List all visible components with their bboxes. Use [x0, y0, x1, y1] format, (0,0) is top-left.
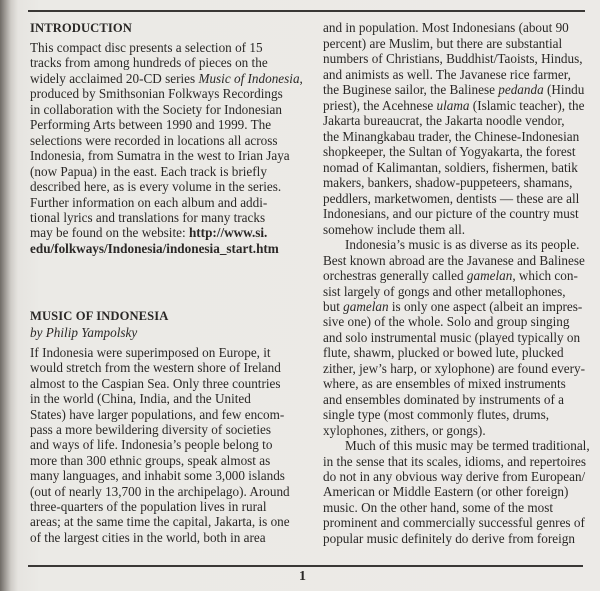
text-line — [323, 423, 486, 439]
text-line — [323, 222, 465, 238]
text-run: orchestras generally called — [323, 268, 467, 283]
text-run: flute, shawm, plucked or bowed lute, plucked — [323, 345, 564, 361]
text-run: Indonesia, from Sumatra in the west to Irian Jaya — [30, 148, 290, 164]
italic-term: ulama — [436, 97, 470, 113]
music-heading: MUSIC OF INDONESIA — [30, 309, 169, 323]
text-run: , which con- — [512, 268, 578, 283]
text-run: the Minangkabau trader, the Chinese-Indonesian — [323, 128, 580, 144]
text-run: popular music definitely do derive from foreign — [323, 530, 575, 546]
bold-url: http://www.si. — [188, 225, 268, 241]
text-run: (Islamic teacher), the — [469, 97, 585, 113]
text-run: and ways of life. Indonesia’s people belong to — [30, 437, 273, 453]
text-run: makers, bankers, shadow-puppeteers, shamans, — [323, 175, 573, 190]
text-line — [30, 453, 270, 469]
text-line — [30, 225, 267, 241]
text-line — [30, 514, 290, 530]
italic-term: gamelan — [343, 299, 389, 314]
text-run: Jakarta bureaucrat, the Jakarta noodle vendor, — [323, 113, 565, 128]
text-line — [323, 36, 562, 52]
text-line — [30, 210, 265, 226]
text-line — [323, 51, 583, 67]
text-line — [323, 67, 571, 83]
text-line — [30, 40, 263, 56]
text-run: If Indonesia were superimposed on Europe, it — [30, 345, 271, 360]
text-run: peddlers, marketwomen, dentists — these are all — [323, 190, 580, 206]
text-line — [323, 345, 564, 361]
text-line — [323, 330, 580, 346]
text-run: American or Middle Eastern (or other foreign) — [323, 484, 569, 500]
text-line — [323, 392, 564, 408]
text-run: , — [299, 70, 303, 86]
text-line — [30, 164, 267, 180]
text-line — [323, 206, 579, 222]
byline: by Philip Yampolsky — [30, 325, 138, 340]
text-run: in collaboration with the Society for Indonesian — [30, 101, 282, 117]
text-line — [30, 468, 285, 484]
bold-url: edu/folkways/Indonesia/indonesia_start.htm — [30, 240, 279, 256]
text-run: Best known abroad are the Javanese and Balinese — [323, 252, 585, 268]
text-run: do not in any obvious way derive from European/ — [323, 468, 586, 484]
text-line — [323, 454, 586, 470]
text-run: and in population. Most Indonesians (about 90 — [323, 20, 569, 35]
text-run: Indonesians, and our picture of the country must — [323, 206, 579, 221]
text-run: (Hindu — [543, 82, 585, 97]
text-line — [323, 515, 585, 531]
text-run: sist largely of gongs and other metallophones, — [323, 283, 566, 299]
italic-term: Music of Indonesia — [198, 70, 300, 86]
text-run: may be found on the website: — [30, 225, 189, 241]
text-line — [323, 253, 585, 269]
text-line — [30, 179, 281, 195]
text-run: percent) are Muslim, but there are substantial — [323, 35, 563, 51]
top-rule — [28, 10, 585, 12]
text-line — [30, 133, 278, 149]
text-line — [30, 55, 268, 71]
text-line — [323, 129, 579, 145]
text-line — [345, 438, 590, 454]
text-run: selections were recorded in locations all across — [30, 132, 278, 148]
bottom-rule — [28, 565, 583, 567]
text-line — [323, 98, 584, 114]
text-run: (out of nearly 13,700 in the archipelago). Around — [30, 483, 290, 499]
text-line — [323, 500, 553, 516]
text-run: of the largest cities in the world, both in area — [30, 529, 266, 545]
text-line — [323, 484, 568, 500]
text-run: and animists as well. The Javanese rice farmer, — [323, 66, 571, 82]
text-line — [30, 86, 283, 102]
text-line — [323, 20, 569, 36]
text-line — [323, 531, 575, 547]
text-run: somehow include them all. — [323, 221, 466, 237]
text-line — [323, 407, 549, 423]
text-line — [30, 376, 281, 392]
text-line — [323, 160, 578, 176]
text-line — [30, 117, 271, 133]
page-number: 1 — [299, 569, 306, 584]
text-run: in the sense that its scales, idioms, and repertoires — [323, 453, 586, 469]
text-run: three-quarters of the population lives in rural — [30, 499, 267, 514]
text-run: Indonesia’s music is as diverse as its people. — [345, 237, 580, 252]
text-line — [323, 144, 576, 160]
intro-heading: INTRODUCTION — [30, 21, 132, 35]
text-run: Much of this music may be termed traditional, — [345, 438, 590, 454]
text-line — [323, 113, 565, 129]
text-line — [323, 284, 566, 300]
text-run: described here, as is every volume in the series. — [30, 179, 282, 195]
text-line — [30, 484, 290, 500]
text-run: nomad of Kalimantan, soldiers, fishermen, batik — [323, 159, 578, 175]
text-line — [323, 376, 566, 392]
text-run: numbers of Christians, Buddhist/Taoists, Hindus, — [323, 51, 583, 66]
text-run: produced by Smithsonian Folkways Recordings — [30, 86, 283, 102]
italic-term: gamelan — [466, 268, 513, 283]
text-run: single type (most commonly flutes, drums, — [323, 407, 549, 423]
text-line — [30, 391, 251, 407]
text-line — [323, 82, 584, 98]
text-line — [323, 175, 572, 191]
text-line — [30, 360, 281, 376]
text-line — [30, 195, 267, 211]
text-run: xylophones, zithers, or gongs). — [323, 422, 486, 438]
text-run: priest), the Acehnese — [323, 97, 437, 113]
text-run: zither, jew’s harp, or xylophone) are found every- — [323, 360, 586, 376]
text-run: areas; at the same time the capital, Jakarta, is one — [30, 514, 290, 530]
text-run: and ensembles dominated by instruments of a — [323, 391, 564, 407]
text-run: sive one) of the whole. Solo and group singing — [323, 314, 570, 330]
text-run: tracks from among hundreds of pieces on the — [30, 55, 268, 71]
text-run: tional lyrics and translations for many tracks — [30, 209, 266, 225]
text-line — [30, 407, 284, 423]
text-line — [30, 148, 290, 164]
text-run: would stretch from the western shore of Ireland — [30, 360, 281, 376]
text-run: more than 300 ethnic groups, speak almost as — [30, 452, 271, 468]
text-line — [323, 469, 585, 485]
text-line — [323, 268, 578, 284]
text-line — [323, 191, 579, 207]
text-run: Further information on each album and addi- — [30, 194, 268, 210]
text-run: prominent and commercially successful genres of — [323, 515, 585, 531]
text-line — [30, 530, 266, 546]
text-line — [323, 361, 585, 377]
text-line — [345, 237, 579, 253]
text-line — [323, 299, 582, 315]
text-run: in the world (China, India, and the United — [30, 391, 251, 407]
text-run: shopkeeper, the Sultan of Yogyakarta, the forest — [323, 144, 576, 159]
text-line — [30, 345, 271, 361]
text-line — [30, 102, 282, 118]
text-line — [30, 422, 271, 438]
italic-term: pedanda — [498, 82, 544, 97]
text-line — [30, 499, 267, 515]
text-run: is only one aspect (albeit an impres- — [388, 299, 583, 314]
text-run: where, as are ensembles of mixed instruments — [323, 376, 566, 392]
text-line — [323, 314, 570, 330]
text-run: many languages, and inhabit some 3,000 islands — [30, 468, 285, 484]
text-run: widely acclaimed 20-CD series — [30, 70, 199, 86]
text-run: but — [323, 299, 344, 314]
text-line — [30, 241, 279, 257]
text-run: Performing Arts between 1990 and 1999. The — [30, 117, 272, 133]
text-run: (now Papua) in the east. Each track is briefly — [30, 163, 267, 179]
text-run: the Buginese sailor, the Balinese — [323, 82, 499, 97]
text-run: and solo instrumental music (played typically on — [323, 329, 581, 345]
text-run: pass a more bewildering diversity of societies — [30, 422, 271, 437]
text-line — [30, 437, 272, 453]
text-run: music. On the other hand, some of the most — [323, 499, 554, 515]
text-run: almost to the Caspian Sea. Only three countries — [30, 375, 281, 391]
text-line — [30, 71, 303, 87]
text-run: States) have larger populations, and few encom- — [30, 406, 285, 422]
text-run: This compact disc presents a selection of 15 — [30, 40, 263, 55]
